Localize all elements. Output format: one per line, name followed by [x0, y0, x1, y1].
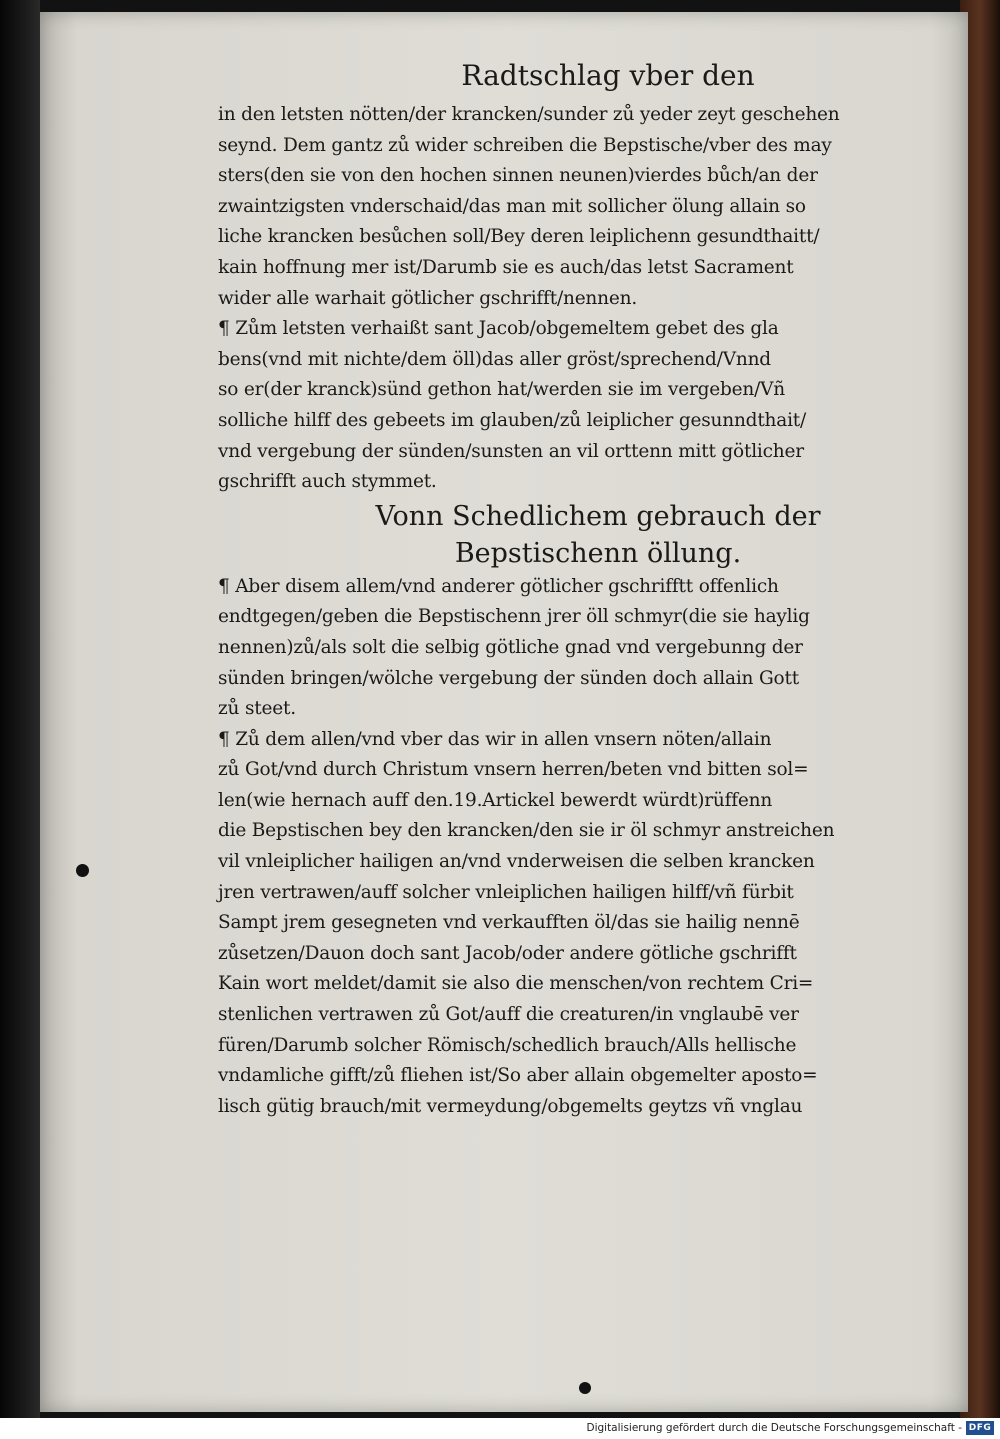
footer-credit: Digitalisierung gefördert durch die Deutsche Forschungsgemeinschaft - [586, 1422, 962, 1434]
ink-spot [76, 864, 89, 877]
text-line: zů Got/vnd durch Christum vnsern herren/beten vnd bitten sol= [218, 759, 809, 781]
text-line: jren vertrawen/auff solcher vnleiplichen hailigen hilff/vñ fürbit [218, 881, 794, 903]
running-head: Radtschlag vber den [461, 59, 755, 92]
text-line: vndamliche gifft/zů fliehen ist/So aber allain obgemelter aposto= [218, 1065, 818, 1087]
text-line: len(wie hernach auff den.19.Artickel bewerdt würdt)rüffenn [218, 789, 773, 811]
text-line: solliche hilff des gebeets im glauben/zů leiplicher gesunndthait/ [218, 409, 807, 431]
text-line: gschrifft auch stymmet. [218, 471, 437, 493]
paragraph-1 [218, 100, 938, 314]
text-line: stenlichen vertrawen zů Got/auff die creaturen/in vnglaubē ver [218, 1004, 799, 1026]
heading-line: Vonn Schedlichem gebrauch der [375, 500, 821, 532]
text-line: die Bepstischen bey den krancken/den sie ir öl schmyr anstreichen [218, 820, 835, 842]
text-line: nennen)zů/als solt die selbig götliche gnad vnd vergebunng der [218, 636, 803, 658]
text-line: kain hoffnung mer ist/Darumb sie es auch/das letst Sacrament [218, 256, 794, 278]
book-binding-left [0, 0, 40, 1418]
section-heading [218, 498, 938, 572]
text-line: ¶ Zů dem allen/vnd vber das wir in allen vnsern nöten/allain [218, 728, 772, 750]
text-line: ¶ Aber disem allem/vnd anderer götlicher gschrifftt offenlich [218, 575, 779, 597]
text-line: füren/Darumb solcher Römisch/schedlich brauch/Alls hellische [218, 1034, 797, 1056]
text-line: lisch gütig brauch/mit vermeydung/obgemelts geytzs vñ vnglau [218, 1095, 803, 1117]
text-line: sünden bringen/wölche vergebung der sünden doch allain Gott [218, 667, 799, 689]
text-line: wider alle warhait götlicher gschrifft/nennen. [218, 287, 638, 309]
ink-spot [579, 1382, 591, 1394]
text-line: ¶ Zům letsten verhaißt sant Jacob/obgemeltem gebet des gla [218, 318, 779, 340]
text-line: sters(den sie von den hochen sinnen neunen)vierdes bůch/an der [218, 165, 818, 187]
text-line: zů steet. [218, 698, 296, 720]
paragraph-4 [218, 725, 938, 1123]
text-line: vnd vergebung der sünden/sunsten an vil orttenn mitt götlicher [218, 440, 804, 462]
text-line: Kain wort meldet/damit sie also die menschen/von rechtem Cri= [218, 973, 814, 995]
text-line: endtgegen/geben die Bepstischenn jrer öll schmyr(die sie haylig [218, 606, 810, 628]
text-line: zwaintzigsten vnderschaid/das man mit sollicher ölung allain so [218, 195, 806, 217]
paragraph-2 [218, 314, 938, 498]
text-line: zůsetzen/Dauon doch sant Jacob/oder andere götliche gschrifft [218, 942, 797, 964]
text-block [218, 52, 938, 1122]
text-line: seynd. Dem gantz zů wider schreiben die Bepstische/vber des may [218, 134, 832, 156]
text-line: vil vnleiplicher hailigen an/vnd vnderweisen die selben krancken [218, 851, 815, 873]
footer-bar [0, 1418, 1000, 1439]
text-line: Sampt jrem gesegneten vnd verkaufften öl/das sie hailig nennē [218, 912, 800, 934]
text-line: so er(der kranck)sünd gethon hat/werden sie im vergeben/Vñ [218, 379, 785, 401]
book-page [40, 12, 968, 1412]
heading-line: Bepstischenn öllung. [454, 537, 742, 569]
paragraph-3 [218, 572, 938, 725]
text-line: in den letsten nötten/der krancken/sunder zů yeder zeyt geschehen [218, 104, 840, 125]
dfg-logo: DFG [966, 1421, 994, 1435]
text-line: liche krancken besůchen soll/Bey deren leiplichenn gesundthaitt/ [218, 226, 820, 248]
text-line: bens(vnd mit nichte/dem öll)das aller gröst/sprechend/Vnnd [218, 348, 771, 370]
